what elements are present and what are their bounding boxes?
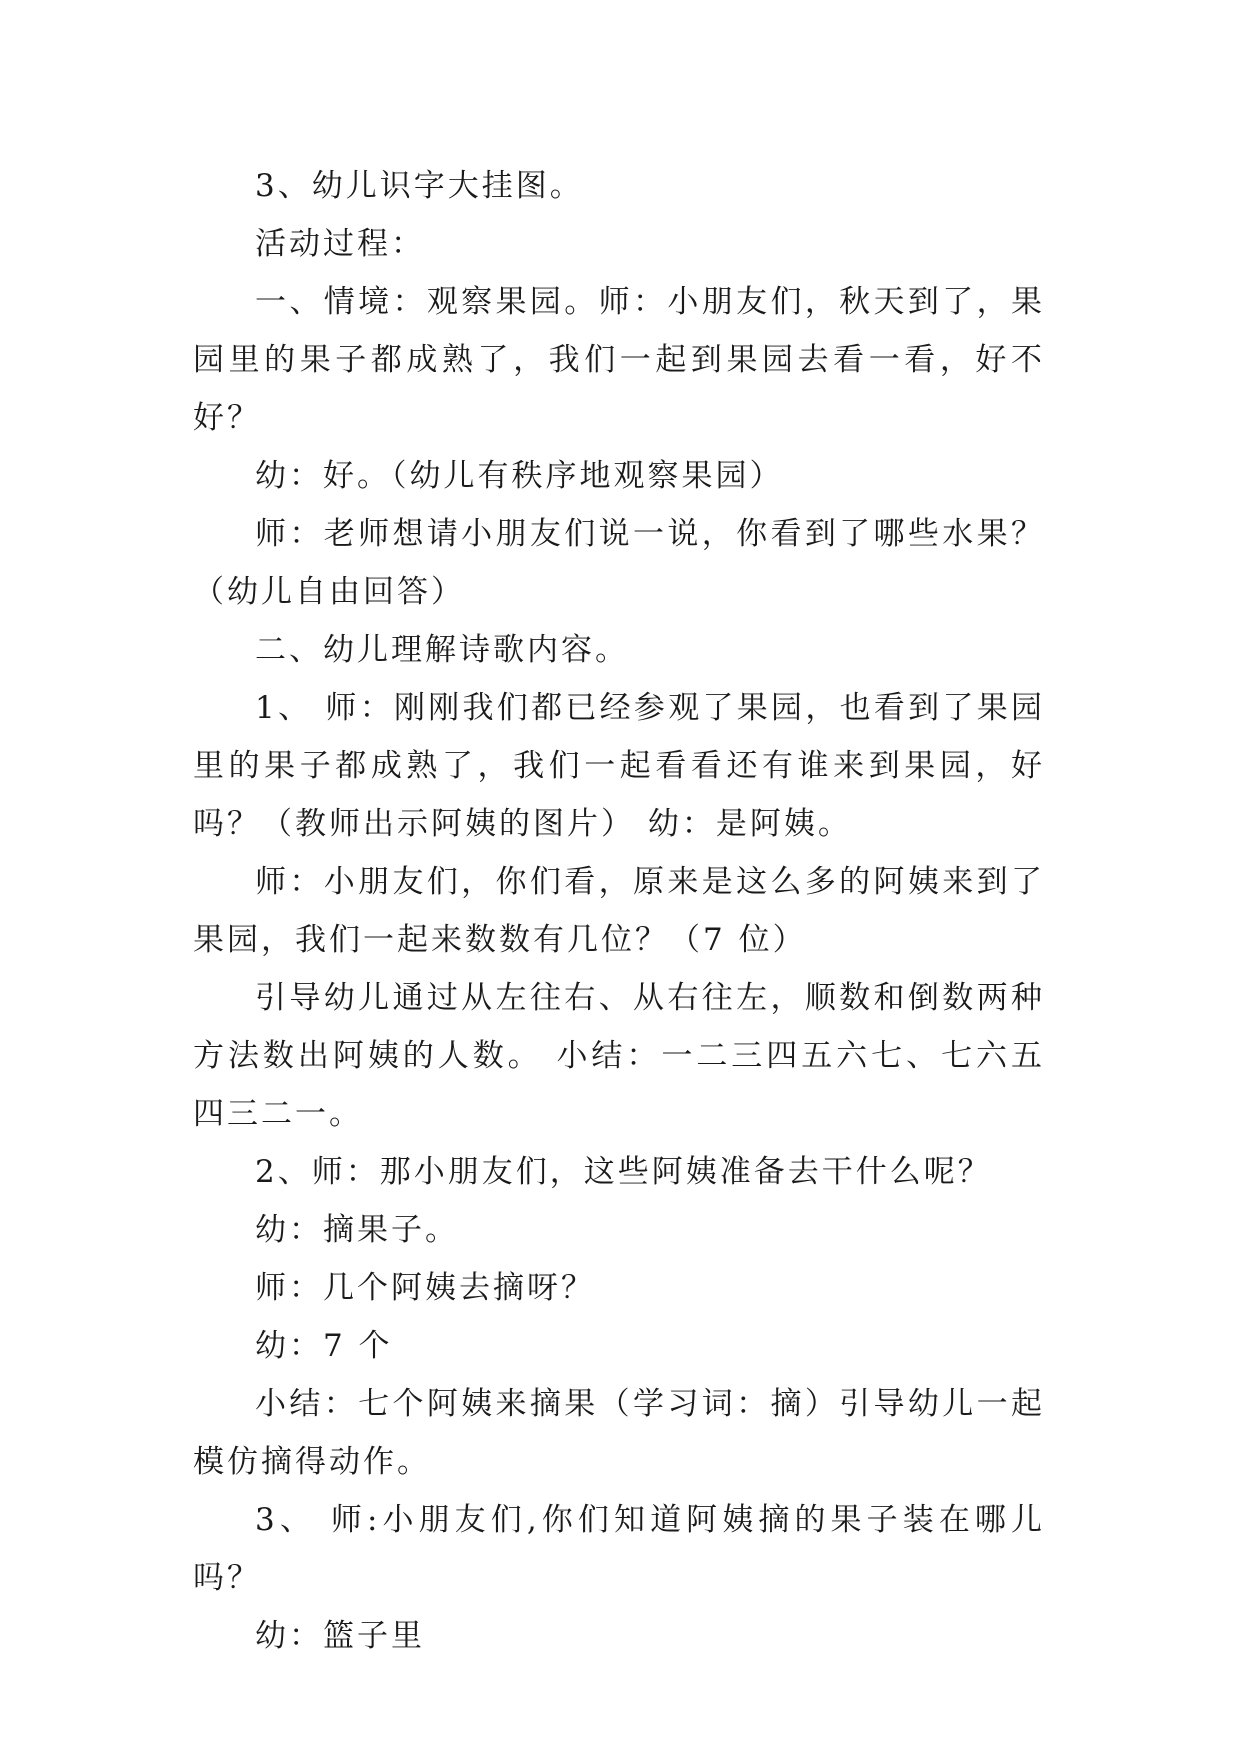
paragraph-teacher-how-many: 师：几个阿姨去摘呀？ [255, 1270, 595, 1306]
paragraph-step-3: 3、 师:小朋友们,你们知道阿姨摘的果子装在哪儿吗？ [193, 1502, 1045, 1596]
paragraph-child-reply-seven: 幼：7 个 [255, 1328, 393, 1364]
paragraph-materials-item-3: 3、幼儿识字大挂图。 [255, 168, 584, 204]
paragraph-teacher-question-fruits: 师：老师想请小朋友们说一说，你看到了哪些水果？（幼儿自由回答） [193, 516, 1045, 610]
paragraph-summary-pick: 小结：七个阿姨来摘果（学习词：摘）引导幼儿一起模仿摘得动作。 [193, 1386, 1045, 1480]
paragraph-step-1: 1、 师：刚刚我们都已经参观了果园，也看到了果园里的果子都成熟了，我们一起看看还有谁来到果园，好吗？（教师出示阿姨的图片） 幼：是阿姨。 [193, 690, 1045, 842]
paragraph-section-2-heading: 二、幼儿理解诗歌内容。 [255, 632, 629, 668]
paragraph-step-2: 2、师：那小朋友们，这些阿姨准备去干什么呢？ [255, 1154, 992, 1190]
paragraph-teacher-count-aunts: 师：小朋友们，你们看，原来是这么多的阿姨来到了果园，我们一起来数数有几位？（7 位） [193, 864, 1045, 958]
document-body [193, 157, 1045, 1665]
paragraph-child-reply-1: 幼：好。（幼儿有秩序地观察果园） [255, 458, 784, 494]
paragraph-section-1-context: 一、情境：观察果园。师：小朋友们，秋天到了，果园里的果子都成熟了，我们一起到果园去看一看，好不好？ [193, 284, 1045, 436]
paragraph-child-reply-pick: 幼：摘果子。 [255, 1212, 459, 1248]
paragraph-child-reply-basket: 幼：篮子里 [255, 1618, 425, 1654]
paragraph-guide-counting: 引导幼儿通过从左往右、从右往左，顺数和倒数两种方法数出阿姨的人数。 小结：一二三四五六七、七六五四三二一。 [193, 980, 1045, 1132]
paragraph-activity-process-heading: 活动过程： [255, 226, 425, 262]
